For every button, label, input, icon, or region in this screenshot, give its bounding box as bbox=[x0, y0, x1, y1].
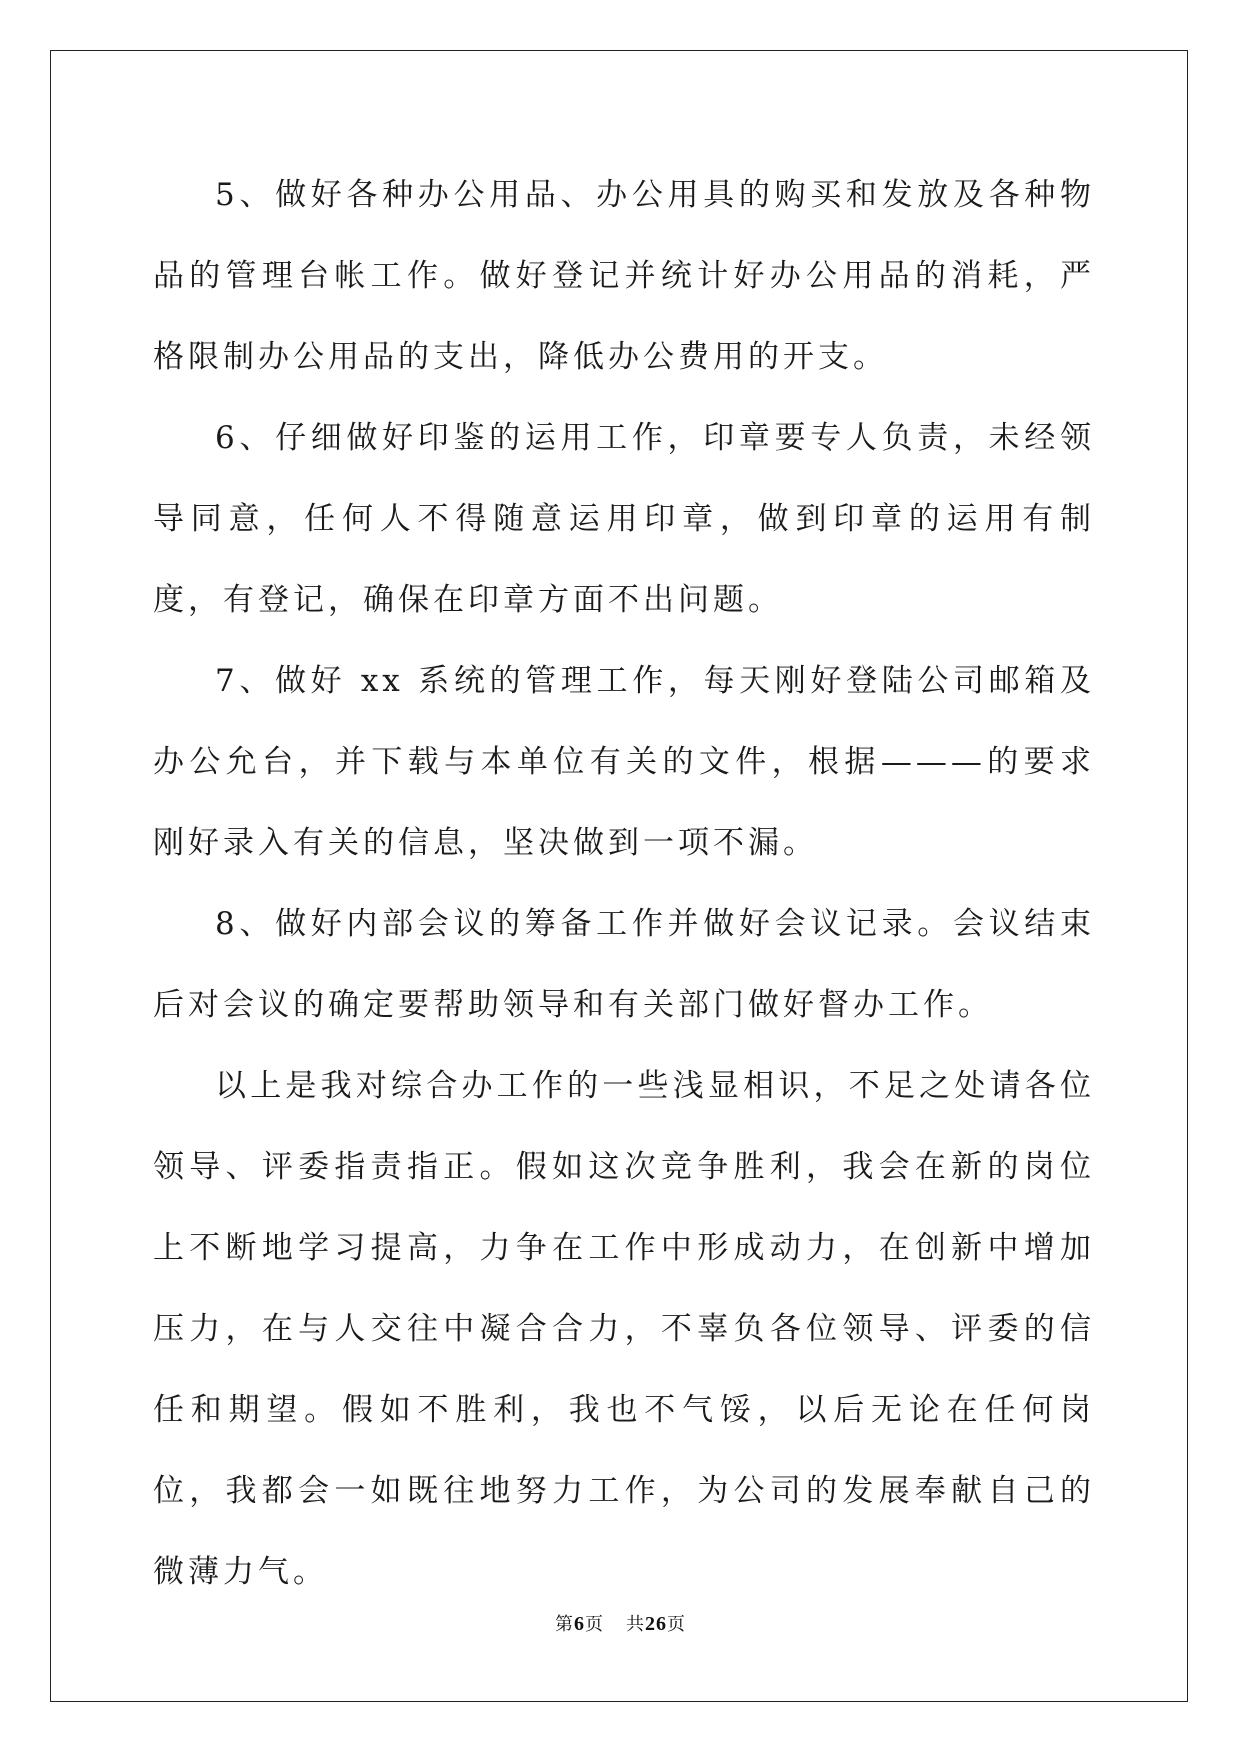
footer-prefix: 第 bbox=[555, 1614, 574, 1635]
paragraph-conclusion: 以上是我对综合办工作的一些浅显相识，不足之处请各位领导、评委指责指正。假如这次竞争胜利，我会在新的岗位上不断地学习提高，力争在工作中形成动力，在创新中增加压力，在与人交往中凝合合力，不辜负各位领导、评委的信任和期望。假如不胜利，我也不气馁，以后无论在任何岗位，我都会一如既往地努力工作，为公司的发展奉献自己的微薄力气。 bbox=[153, 1068, 1095, 1590]
document-body bbox=[153, 155, 1095, 1613]
footer-page-number: 6 bbox=[574, 1613, 585, 1635]
page-footer bbox=[0, 1610, 1241, 1636]
paragraph-item-5: 5、做好各种办公用品、办公用具的购买和发放及各种物品的管理台帐工作。做好登记并统计好办公用品的消耗，严格限制办公用品的支出，降低办公费用的开支。 bbox=[153, 177, 1095, 375]
footer-total-pages: 26 bbox=[645, 1613, 667, 1635]
footer-total-suffix: 页 bbox=[667, 1614, 686, 1635]
paragraph-item-6: 6、仔细做好印鉴的运用工作，印章要专人负责，未经领导同意，任何人不得随意运用印章，做到印章的运用有制度，有登记，确保在印章方面不出问题。 bbox=[153, 420, 1095, 618]
footer-page-suffix: 页 bbox=[585, 1614, 604, 1635]
paragraph-item-8: 8、做好内部会议的筹备工作并做好会议记录。会议结束后对会议的确定要帮助领导和有关部门做好督办工作。 bbox=[153, 906, 1095, 1023]
paragraph-item-7: 7、做好 xx 系统的管理工作，每天刚好登陆公司邮箱及办公允台，并下载与本单位有关的文件，根据———的要求刚好录入有关的信息，坚决做到一项不漏。 bbox=[153, 663, 1095, 861]
footer-total-prefix: 共 bbox=[626, 1614, 645, 1635]
